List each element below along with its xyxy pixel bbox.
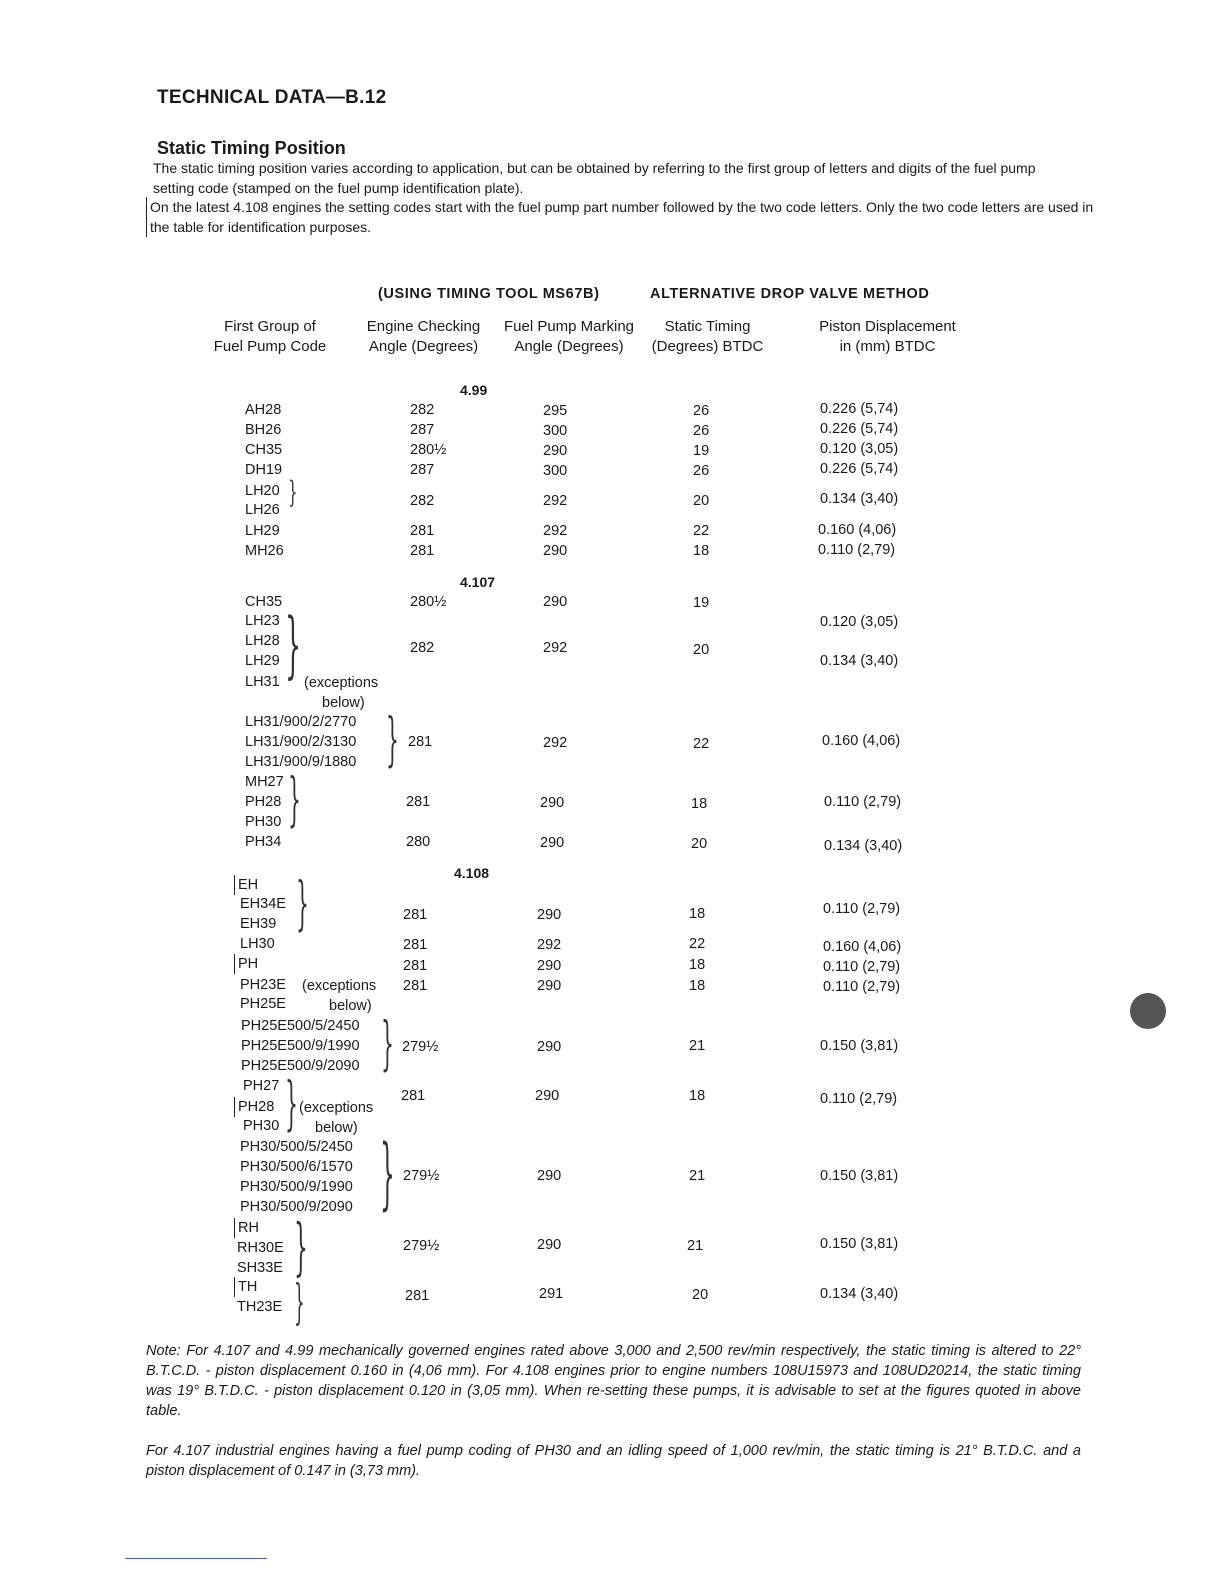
- marking-angle: 290: [537, 1237, 562, 1253]
- checking-angle: 281: [403, 907, 428, 923]
- marking-angle: 292: [543, 523, 568, 539]
- checking-angle: 279½: [402, 1039, 439, 1055]
- marking-angle: 300: [543, 423, 568, 439]
- static-timing: 18: [693, 543, 710, 559]
- pump-code: PH25E500/9/1990: [241, 1038, 360, 1054]
- column-header-pump-code: [210, 317, 330, 357]
- checking-angle: 281: [410, 523, 435, 539]
- footer-rule: [125, 1558, 267, 1559]
- piston-displacement: 0.226 (5,74): [820, 401, 899, 417]
- piston-displacement: 0.110 (2,79): [823, 901, 901, 917]
- piston-displacement: 0.110 (2,79): [823, 979, 901, 995]
- checking-angle: 281: [406, 794, 431, 810]
- static-timing: 26: [693, 403, 710, 419]
- checking-angle: 281: [403, 937, 428, 953]
- marking-angle: 292: [543, 493, 568, 509]
- pump-code: TH: [234, 1277, 257, 1297]
- note-paragraph: Note: For 4.107 and 4.99 mechanically governed engines rated above 3,000 and 2,500 rev/min respectively, the static timing is altered to 22° B.T.C.D. - piston displacement 0.160 in (4,06 mm). For 4.108 engines prior to engine numbers 108U15973 and 108UD20214, the static timing was 19° B.T.D.C. - piston displacement 0.120 in (3,05 mm). When re-setting these pumps, it is advisable to set at the figures quoted in above table.: [146, 1343, 1081, 1419]
- column-header-line: First Group of: [224, 318, 316, 335]
- brace-icon: }: [285, 1069, 298, 1137]
- pump-code: LH26: [245, 502, 280, 518]
- section-title: Static Timing Position: [157, 138, 346, 158]
- exceptions-note: (exceptions: [299, 1100, 374, 1116]
- piston-displacement: 0.120 (3,05): [820, 441, 899, 457]
- intro-paragraph-revision: On the latest 4.108 engines the setting codes start with the fuel pump part number followed by the two code letters. Only the two code letters are used in the table for identification purposes.: [146, 197, 1095, 237]
- static-timing: 18: [689, 978, 706, 994]
- exceptions-note: (exceptions: [302, 978, 377, 994]
- column-header-line: Fuel Pump Code: [213, 338, 327, 355]
- piston-displacement: 0.134 (3,40): [820, 653, 899, 669]
- pump-code: PH30: [243, 1118, 280, 1134]
- checking-angle: 281: [408, 734, 433, 750]
- column-header-checking-angle: [356, 317, 491, 357]
- pump-code: PH28: [234, 1097, 274, 1117]
- checking-angle: 287: [410, 422, 435, 438]
- static-timing: 26: [693, 463, 710, 479]
- pump-code: LH23: [245, 613, 280, 629]
- pump-code: LH20: [245, 483, 280, 499]
- column-header-line: (Degrees) BTDC: [651, 338, 764, 355]
- static-timing: 21: [689, 1168, 706, 1184]
- exceptions-note: (exceptions: [304, 675, 379, 691]
- brace-icon: }: [296, 869, 309, 937]
- marking-angle: 292: [537, 937, 562, 953]
- static-timing: 22: [689, 936, 706, 952]
- pump-code: RH30E: [237, 1240, 284, 1256]
- pump-code: PH27: [243, 1078, 280, 1094]
- column-header-marking-angle: [494, 317, 644, 357]
- marking-angle: 290: [540, 835, 565, 851]
- checking-angle: 280: [406, 834, 431, 850]
- brace-icon: }: [294, 1274, 305, 1330]
- marking-angle: 300: [543, 463, 568, 479]
- marking-angle: 290: [543, 443, 568, 459]
- piston-displacement: 0.160 (4,06): [823, 939, 902, 955]
- brace-icon: }: [294, 1210, 308, 1283]
- intro-paragraph: The static timing position varies according to application, but can be obtained by referring to the first group of letters and digits of the fuel pump setting code (stamped on the fuel pump identification plate).: [153, 160, 1036, 196]
- static-timing: 22: [693, 523, 710, 539]
- brace-icon: }: [288, 765, 301, 833]
- marking-angle: 292: [543, 640, 568, 656]
- checking-angle: 282: [410, 640, 435, 656]
- checking-angle: 279½: [403, 1238, 440, 1254]
- static-timing: 20: [693, 642, 710, 658]
- pump-code: MH26: [245, 543, 284, 559]
- static-timing: 18: [689, 906, 706, 922]
- pump-code: LH30: [240, 936, 275, 952]
- piston-displacement: 0.160 (4,06): [818, 522, 897, 538]
- column-header-line: in (mm) BTDC: [839, 338, 936, 355]
- engine-group-label: 4.108: [454, 865, 490, 881]
- static-timing: 20: [691, 836, 708, 852]
- pump-code: RH: [234, 1218, 259, 1238]
- marking-angle: 290: [535, 1088, 560, 1104]
- checking-angle: 281: [403, 958, 428, 974]
- checking-angle: 287: [410, 462, 435, 478]
- piston-displacement: 0.150 (3,81): [820, 1168, 899, 1184]
- exceptions-note: below): [322, 695, 365, 711]
- pump-code: PH30/500/9/1990: [240, 1179, 353, 1195]
- column-header-line: Static Timing: [664, 318, 751, 335]
- pump-code: PH25E: [240, 996, 286, 1012]
- checking-angle: 280½: [410, 442, 447, 458]
- brace-icon: }: [380, 1129, 395, 1219]
- checking-angle: 282: [410, 402, 435, 418]
- piston-displacement: 0.120 (3,05): [820, 614, 899, 630]
- checking-angle: 281: [410, 543, 435, 559]
- column-header-static-timing: [640, 317, 775, 357]
- piston-displacement: 0.110 (2,79): [824, 794, 902, 810]
- piston-displacement: 0.150 (3,81): [820, 1236, 899, 1252]
- pump-code: PH30/500/9/2090: [240, 1199, 353, 1215]
- pump-code: PH30: [245, 814, 282, 830]
- piston-displacement: 0.110 (2,79): [818, 542, 896, 558]
- piston-displacement: 0.134 (3,40): [824, 838, 903, 854]
- pump-code: PH28: [245, 794, 282, 810]
- note-paragraph: For 4.107 industrial engines having a fuel pump coding of PH30 and an idling speed of 1,000 rev/min, the static timing is 21° B.T.D.C. and a piston displacement of 0.147 in (3,73 mm).: [146, 1443, 1081, 1479]
- marking-angle: 291: [539, 1286, 564, 1302]
- pump-code: PH25E500/9/2090: [241, 1058, 360, 1074]
- pump-code: TH23E: [237, 1299, 283, 1315]
- column-header-line: Angle (Degrees): [368, 338, 479, 355]
- exceptions-note: below): [329, 998, 372, 1014]
- static-timing: 20: [692, 1287, 709, 1303]
- column-header-line: Angle (Degrees): [514, 338, 624, 355]
- static-timing: 22: [693, 736, 710, 752]
- pump-code: LH31/900/2/3130: [245, 734, 357, 750]
- pump-code: EH: [234, 875, 258, 895]
- checking-angle: 282: [410, 493, 435, 509]
- pump-code: LH31/900/9/1880: [245, 754, 357, 770]
- checking-angle: 281: [403, 978, 428, 994]
- pump-code: DH19: [245, 462, 283, 478]
- pump-code: MH27: [245, 774, 284, 790]
- pump-code: LH31: [245, 674, 280, 690]
- binding-hole-dot: [1130, 993, 1166, 1029]
- static-timing: 20: [693, 493, 710, 509]
- pump-code: BH26: [245, 422, 282, 438]
- pump-code: PH25E500/5/2450: [241, 1018, 360, 1034]
- checking-angle: 279½: [403, 1168, 440, 1184]
- marking-angle: 290: [543, 543, 568, 559]
- piston-displacement: 0.226 (5,74): [820, 421, 899, 437]
- piston-displacement: 0.226 (5,74): [820, 461, 899, 477]
- pump-code: SH33E: [237, 1260, 283, 1276]
- pump-code: PH30/500/6/1570: [240, 1159, 353, 1175]
- exceptions-note: below): [315, 1120, 358, 1136]
- marking-angle: 295: [543, 403, 568, 419]
- pump-code: LH31/900/2/2770: [245, 714, 357, 730]
- column-header-line: Engine Checking: [366, 318, 481, 335]
- marking-angle: 292: [543, 735, 568, 751]
- brace-icon: }: [381, 1009, 394, 1077]
- pump-code: PH30/500/5/2450: [240, 1139, 353, 1155]
- static-timing: 19: [693, 443, 710, 459]
- marking-angle: 290: [537, 907, 562, 923]
- piston-displacement: 0.110 (2,79): [820, 1091, 898, 1107]
- marking-angle: 290: [537, 978, 562, 994]
- pump-code: LH29: [245, 523, 280, 539]
- piston-displacement: 0.110 (2,79): [823, 959, 901, 975]
- column-header-line: Piston Displacement: [819, 318, 956, 335]
- piston-displacement: 0.160 (4,06): [822, 733, 901, 749]
- checking-angle: 280½: [410, 594, 447, 610]
- pump-code: PH: [234, 954, 258, 974]
- pump-code: LH29: [245, 653, 280, 669]
- pump-code: CH35: [245, 594, 283, 610]
- checking-angle: 281: [401, 1088, 426, 1104]
- brace-icon: }: [288, 475, 298, 510]
- static-timing: 18: [689, 957, 706, 973]
- table-header-timing-tool: (USING TIMING TOOL MS67B): [378, 286, 600, 302]
- pump-code: PH23E: [240, 977, 286, 993]
- piston-displacement: 0.150 (3,81): [820, 1038, 899, 1054]
- column-header-line: Fuel Pump Marking: [503, 318, 635, 335]
- marking-angle: 290: [540, 795, 565, 811]
- pump-code: EH34E: [240, 896, 286, 912]
- engine-group-label: 4.99: [460, 382, 488, 398]
- marking-angle: 290: [537, 1039, 562, 1055]
- static-timing: 21: [689, 1038, 706, 1054]
- engine-group-label: 4.107: [460, 574, 496, 590]
- piston-displacement: 0.134 (3,40): [820, 1286, 899, 1302]
- table-header-drop-valve: ALTERNATIVE DROP VALVE METHOD: [650, 286, 930, 302]
- static-timing: 19: [693, 595, 710, 611]
- pump-code: PH34: [245, 834, 282, 850]
- pump-code: LH28: [245, 633, 280, 649]
- page-title: TECHNICAL DATA—B.12: [157, 87, 387, 108]
- static-timing: 26: [693, 423, 710, 439]
- marking-angle: 290: [537, 1168, 562, 1184]
- column-header-piston-displacement: [800, 317, 975, 357]
- marking-angle: 290: [543, 594, 568, 610]
- static-timing: 18: [689, 1088, 706, 1104]
- static-timing: 21: [687, 1238, 704, 1254]
- checking-angle: 281: [405, 1288, 430, 1304]
- marking-angle: 290: [537, 958, 562, 974]
- piston-displacement: 0.134 (3,40): [820, 491, 899, 507]
- brace-icon: }: [386, 705, 399, 773]
- static-timing: 18: [691, 796, 708, 812]
- pump-code: AH28: [245, 402, 282, 418]
- pump-code: CH35: [245, 442, 283, 458]
- brace-icon: }: [285, 602, 302, 686]
- pump-code: EH39: [240, 916, 277, 932]
